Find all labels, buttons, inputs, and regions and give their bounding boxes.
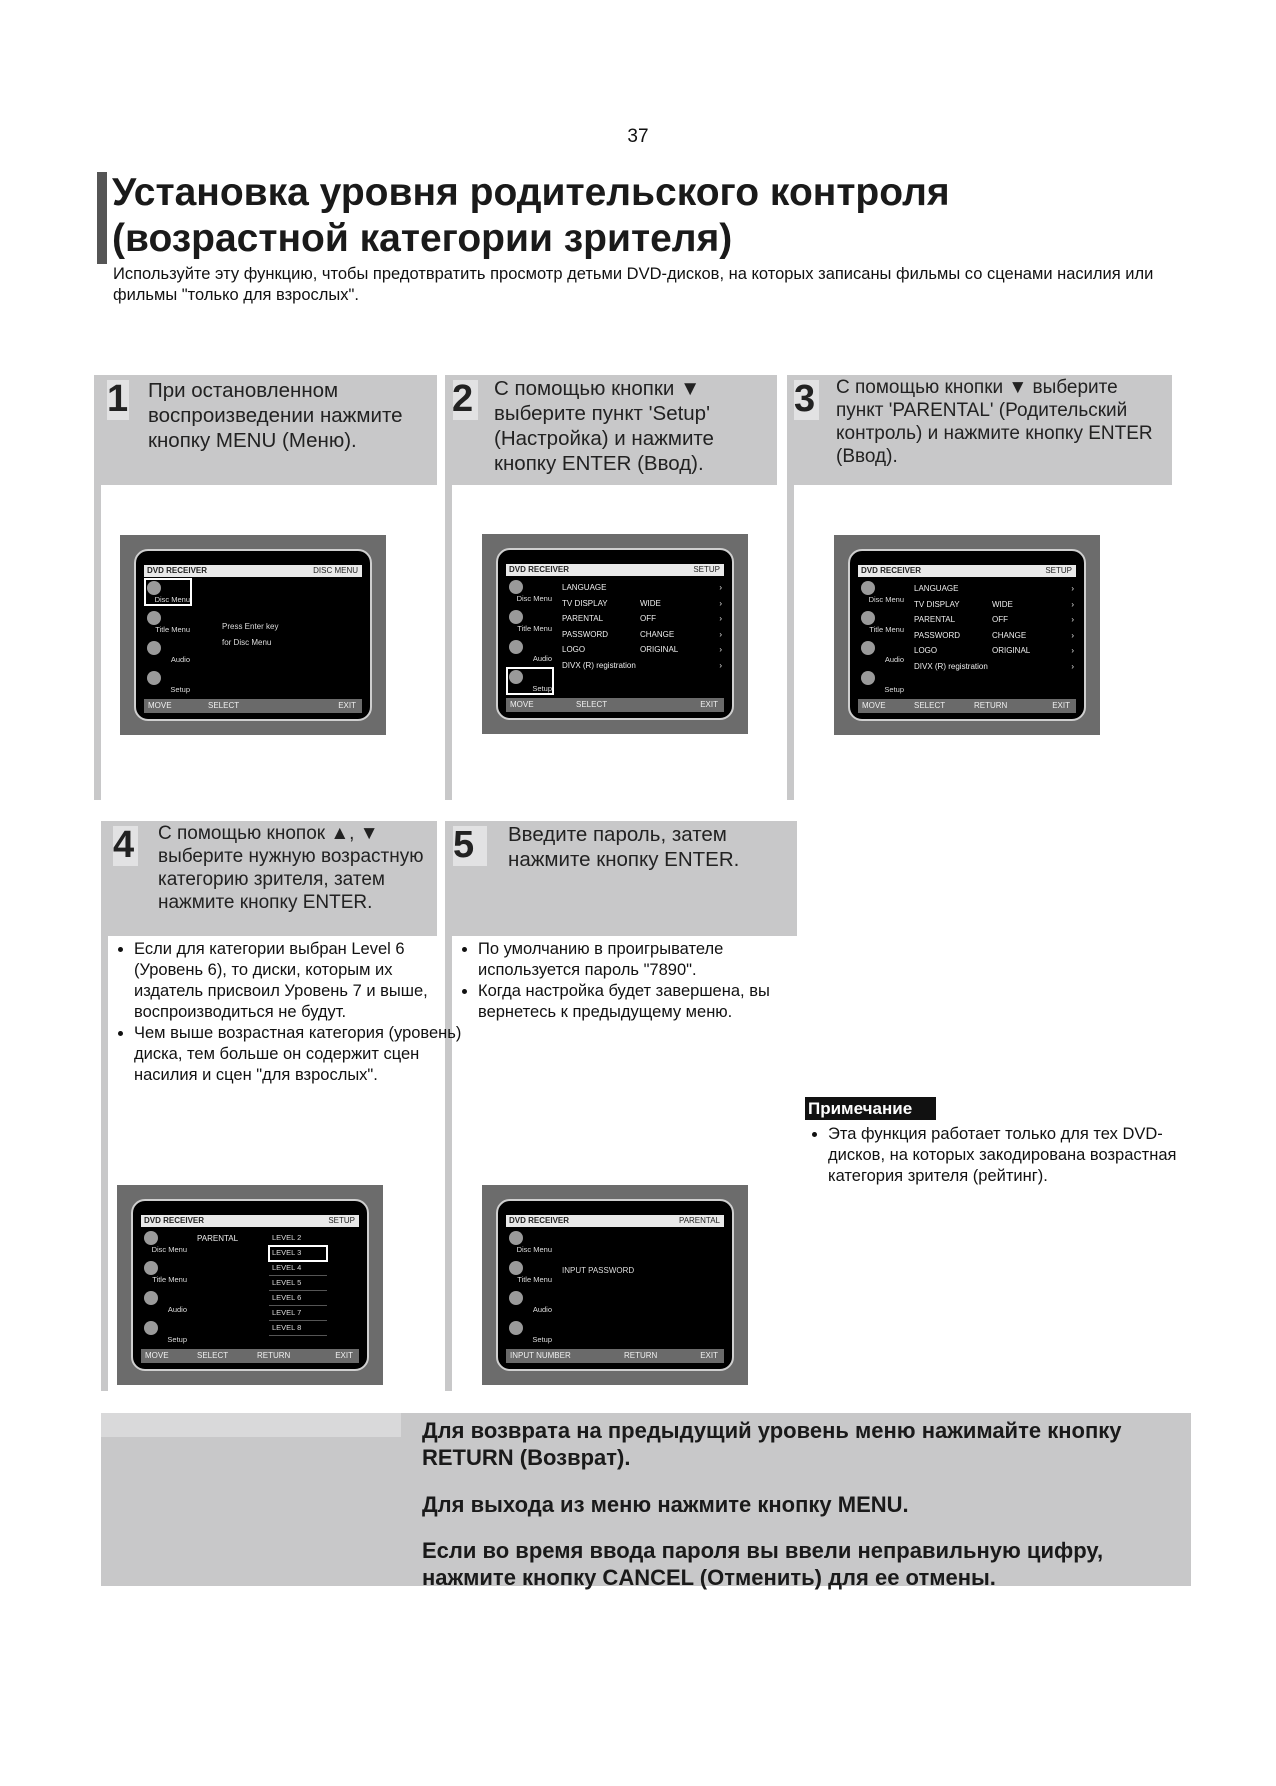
title-icon: [144, 1261, 158, 1275]
speaker-icon: [509, 1291, 523, 1305]
step-4-bullets: [112, 939, 464, 1086]
title-accent-bar: [97, 172, 107, 264]
tv-screen-password: DVD RECEIVER PARENTAL Disc Menu Title Menu Audio Setup INPUT PASSWORD INPUT NUMBER RETURN EXIT: [482, 1185, 748, 1385]
page-title: [112, 170, 950, 262]
step-1-number: 1: [107, 378, 129, 420]
list-item: • Если для категории выбран Level 6 (Уровень 6), то диски, которым их издатель присвоил Уровень 7 и выше, воспроизводиться не будут.: [134, 939, 464, 1023]
list-item: LEVEL 4: [269, 1261, 327, 1276]
disc-icon: [147, 581, 161, 595]
list-item: • Чем выше возрастная категория (уровень) диска, тем больше он содержит сцен насилия и сцен "для взрослых".: [134, 1023, 464, 1086]
list-item: DIVX (R) registration ›: [562, 660, 722, 670]
disc-icon: [509, 1231, 523, 1245]
screen-sidebar: [858, 578, 906, 695]
title-menu-item: Title Menu: [144, 608, 192, 636]
summary-tab: [101, 1413, 401, 1437]
title-icon: [509, 1261, 523, 1275]
note-title: Примечание: [805, 1097, 936, 1120]
list-item: TV DISPLAY WIDE ›: [914, 599, 1074, 609]
audio-item: Audio: [506, 637, 554, 665]
tv-screen-setup: DVD RECEIVER SETUP Disc Menu Title Menu Audio Setup LANGUAGE › TV DISPLAY WIDE › PARENTAL OFF › PASSWORD CHANGE › LOGO ORIGINAL › DIVX (R) registration › MOVE SELECT EXIT: [482, 534, 748, 734]
screen-message: Press Enter key for Disc Menu: [222, 622, 279, 647]
disc-icon: [861, 581, 875, 595]
list-item: LANGUAGE ›: [914, 584, 1074, 593]
speaker-icon: [144, 1291, 158, 1305]
step-1-column-line: [94, 485, 101, 800]
list-item: PASSWORD CHANGE ›: [562, 629, 722, 639]
title-menu-item: Title Menu: [506, 607, 554, 635]
note-bullets: [806, 1124, 1208, 1187]
gear-icon: [147, 671, 161, 685]
list-item: PARENTAL OFF ›: [914, 615, 1074, 624]
note-text: • Эта функция работает только для тех DVD-дисков, на которых закодирована возрастная категория зрителя (рейтинг).: [828, 1124, 1208, 1187]
input-password-label: INPUT PASSWORD: [562, 1266, 635, 1275]
screen-sidebar: [506, 577, 554, 694]
speaker-icon: [147, 641, 161, 655]
list-item: LEVEL 2: [269, 1231, 327, 1246]
title-icon: [509, 610, 523, 624]
step-2-number: 2: [452, 378, 474, 420]
speaker-icon: [509, 640, 523, 654]
setup-item: Setup: [141, 1318, 189, 1346]
step-5-text: Введите пароль, затем нажмите кнопку ENTER.: [508, 823, 740, 871]
summary-menu: Для выхода из меню нажмите кнопку MENU.: [422, 1492, 909, 1517]
screen-header: DISC MENU: [313, 566, 358, 575]
list-item: TV DISPLAY WIDE ›: [562, 598, 722, 608]
list-item: • Когда настройка будет завершена, вы вернетесь к предыдущему меню.: [478, 981, 818, 1023]
step-3-number: 3: [794, 378, 816, 420]
title-icon: [147, 611, 161, 625]
tv-screen-levels: DVD RECEIVER SETUP Disc Menu Title Menu Audio Setup PARENTAL LEVEL 2 LEVEL 3 LEVEL 4 LEVEL 5 LEVEL 6 LEVEL 7 LEVEL 8 MOVE SELECT RETURN EXIT: [117, 1185, 383, 1385]
step-2-text: С помощью кнопки ▼ выберите пункт 'Setup' (Настройка) и нажмите кнопку ENTER (Ввод).: [494, 377, 714, 475]
title-line-1: Установка уровня родительского контроля: [112, 171, 950, 214]
step-3-column-line: [787, 485, 794, 800]
list-item: • По умолчанию в проигрывателе используется пароль "7890".: [478, 939, 818, 981]
disc-menu-item: Disc Menu: [144, 578, 192, 606]
step-4-column-line: [101, 936, 108, 1391]
screen-sidebar: [506, 1228, 554, 1345]
step-4-number: 4: [113, 824, 135, 866]
screen-sidebar: [144, 578, 192, 695]
audio-item: Audio: [144, 638, 192, 666]
audio-item: Audio: [506, 1288, 554, 1316]
summary-return: Для возврата на предыдущий уровень меню нажимайте кнопку RETURN (Возврат).: [422, 1418, 1122, 1470]
list-item: DIVX (R) registration ›: [914, 661, 1074, 671]
list-item: LEVEL 3: [269, 1246, 327, 1261]
screen-sidebar: [141, 1228, 189, 1345]
title-icon: [861, 611, 875, 625]
setup-menu-list: [562, 580, 724, 673]
step-2-column-line: [445, 485, 452, 800]
step-4-text: С помощью кнопок ▲, ▼ выберите нужную возрастную категорию зрителя, затем нажмите кнопку ENTER.: [158, 823, 424, 913]
gear-icon: [144, 1321, 158, 1335]
tv-screen-setup-parental: DVD RECEIVER SETUP Disc Menu Title Menu Audio Setup LANGUAGE › TV DISPLAY WIDE › PARENTAL OFF › PASSWORD CHANGE › LOGO ORIGINAL › DIVX (R) registration › MOVE SELECT RETURN EXIT: [834, 535, 1100, 735]
tv-screen-disc-menu: [120, 535, 386, 735]
step-5-number: 5: [453, 824, 475, 866]
list-item: LEVEL 5: [269, 1276, 327, 1291]
disc-menu-item: Disc Menu: [506, 577, 554, 605]
list-item: PASSWORD CHANGE ›: [914, 630, 1074, 640]
setup-menu-list: [914, 581, 1076, 674]
speaker-icon: [861, 641, 875, 655]
level-list: [269, 1231, 327, 1336]
parental-label: PARENTAL: [197, 1234, 239, 1243]
disc-icon: [509, 580, 523, 594]
list-item: PARENTAL OFF ›: [562, 614, 722, 623]
setup-item: Setup: [144, 668, 192, 696]
list-item: LANGUAGE ›: [562, 583, 722, 592]
screen-footer: MOVE SELECT RETURN EXIT: [858, 699, 1076, 713]
title-menu-item: Title Menu: [858, 608, 906, 636]
step-3-text: С помощью кнопки ▼ выберите пункт 'PARENTAL' (Родительский контроль) и нажмите кнопку ENTER (Ввод).: [836, 377, 1153, 467]
list-item: LEVEL 7: [269, 1306, 327, 1321]
step-1-text: При остановленном воспроизведении нажмите кнопку MENU (Меню).: [148, 379, 403, 452]
screen-footer: MOVE SELECT EXIT: [506, 698, 724, 712]
setup-item: Setup: [506, 1318, 554, 1346]
screen-footer: INPUT NUMBER RETURN EXIT: [506, 1349, 724, 1363]
setup-item: Setup: [858, 668, 906, 696]
summary-cancel: Если во время ввода пароля вы ввели неправильную цифру, нажмите кнопку CANCEL (Отменить) для ее отмены.: [422, 1538, 1104, 1590]
disc-menu-item: Disc Menu: [858, 578, 906, 606]
setup-item: Setup: [506, 667, 554, 695]
list-item: LEVEL 6: [269, 1291, 327, 1306]
gear-icon: [509, 1321, 523, 1335]
list-item: LOGO ORIGINAL ›: [914, 646, 1074, 655]
gear-icon: [509, 670, 523, 684]
title-menu-item: Title Menu: [141, 1258, 189, 1286]
screen-footer: MOVE SELECT RETURN EXIT: [141, 1349, 359, 1363]
disc-menu-item: Disc Menu: [141, 1228, 189, 1256]
disc-menu-item: Disc Menu: [506, 1228, 554, 1256]
audio-item: Audio: [858, 638, 906, 666]
gear-icon: [861, 671, 875, 685]
list-item: LOGO ORIGINAL ›: [562, 645, 722, 654]
screen-footer: MOVE SELECT EXIT: [144, 699, 362, 713]
brand-label: DVD RECEIVER: [147, 566, 208, 575]
audio-item: Audio: [141, 1288, 189, 1316]
page-number: 37: [627, 126, 649, 147]
title-menu-item: Title Menu: [506, 1258, 554, 1286]
intro-text: Используйте эту функцию, чтобы предотвратить просмотр детьми DVD-дисков, на которых записаны фильмы со сценами насилия или фильмы "только для взрослых".: [113, 265, 1154, 304]
step-5-bullets: [456, 939, 818, 1023]
title-line-2: (возрастной категории зрителя): [112, 217, 733, 260]
disc-icon: [144, 1231, 158, 1245]
list-item: LEVEL 8: [269, 1321, 327, 1336]
